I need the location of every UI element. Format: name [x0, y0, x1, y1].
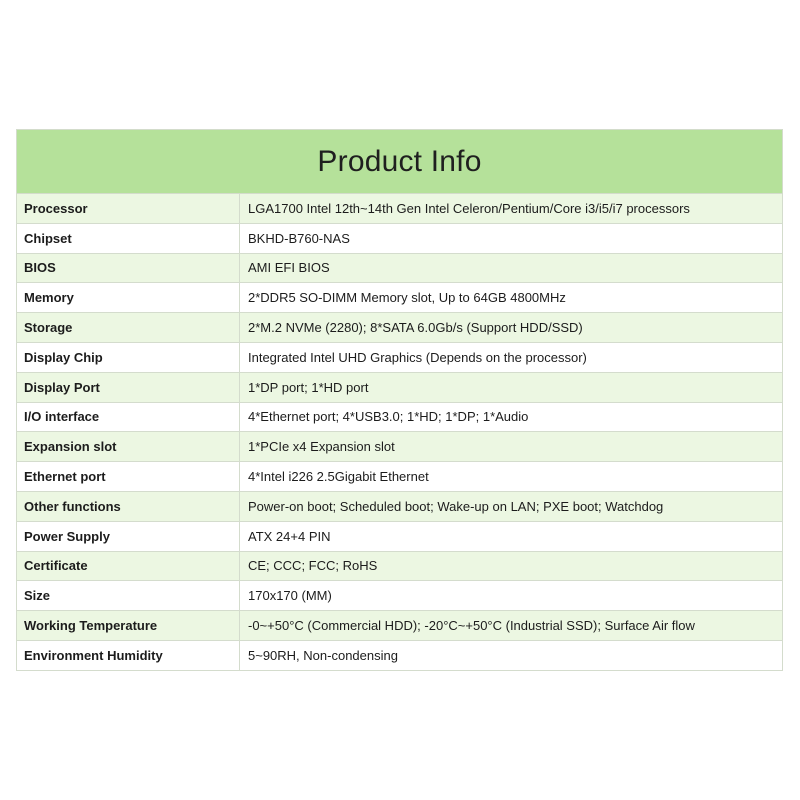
table-row: [17, 551, 783, 581]
spec-label: Display Chip: [17, 342, 240, 372]
spec-label: Certificate: [17, 551, 240, 581]
spec-value: 1*DP port; 1*HD port: [240, 372, 783, 402]
spec-label: Environment Humidity: [17, 640, 240, 670]
spec-value: -0~+50°C (Commercial HDD); -20°C~+50°C (Industrial SSD); Surface Air flow: [240, 611, 783, 641]
table-row: [17, 611, 783, 641]
spec-value: 4*Intel i226 2.5Gigabit Ethernet: [240, 462, 783, 492]
table-row: [17, 581, 783, 611]
table-row: [17, 223, 783, 253]
spec-value: AMI EFI BIOS: [240, 253, 783, 283]
spec-value: 2*DDR5 SO-DIMM Memory slot, Up to 64GB 4800MHz: [240, 283, 783, 313]
table-row: [17, 462, 783, 492]
table-row: [17, 194, 783, 224]
spec-value: CE; CCC; FCC; RoHS: [240, 551, 783, 581]
spec-label: Storage: [17, 313, 240, 343]
spec-value: 170x170 (MM): [240, 581, 783, 611]
page-title: Product Info: [17, 130, 783, 194]
spec-value: 1*PCIe x4 Expansion slot: [240, 432, 783, 462]
spec-label: I/O interface: [17, 402, 240, 432]
spec-value: ATX 24+4 PIN: [240, 521, 783, 551]
spec-label: Expansion slot: [17, 432, 240, 462]
table-row: [17, 402, 783, 432]
spec-label: BIOS: [17, 253, 240, 283]
table-row: [17, 640, 783, 670]
spec-value: Power-on boot; Scheduled boot; Wake-up on LAN; PXE boot; Watchdog: [240, 491, 783, 521]
spec-value: Integrated Intel UHD Graphics (Depends on the processor): [240, 342, 783, 372]
table-row: [17, 342, 783, 372]
spec-value: 5~90RH, Non-condensing: [240, 640, 783, 670]
table-title-row: [17, 130, 783, 194]
spec-value: 4*Ethernet port; 4*USB3.0; 1*HD; 1*DP; 1*Audio: [240, 402, 783, 432]
table-row: [17, 283, 783, 313]
spec-value: BKHD-B760-NAS: [240, 223, 783, 253]
spec-label: Memory: [17, 283, 240, 313]
spec-label: Processor: [17, 194, 240, 224]
spec-value: LGA1700 Intel 12th~14th Gen Intel Celeron/Pentium/Core i3/i5/i7 processors: [240, 194, 783, 224]
table-row: [17, 253, 783, 283]
spec-label: Other functions: [17, 491, 240, 521]
spec-value: 2*M.2 NVMe (2280); 8*SATA 6.0Gb/s (Support HDD/SSD): [240, 313, 783, 343]
spec-label: Ethernet port: [17, 462, 240, 492]
spec-label: Chipset: [17, 223, 240, 253]
table-row: [17, 491, 783, 521]
spec-label: Display Port: [17, 372, 240, 402]
spec-label: Working Temperature: [17, 611, 240, 641]
table-row: [17, 372, 783, 402]
spec-label: Power Supply: [17, 521, 240, 551]
product-spec-table: [16, 129, 783, 671]
spec-table-body: [17, 194, 783, 671]
table-row: [17, 432, 783, 462]
table-row: [17, 313, 783, 343]
spec-label: Size: [17, 581, 240, 611]
table-row: [17, 521, 783, 551]
